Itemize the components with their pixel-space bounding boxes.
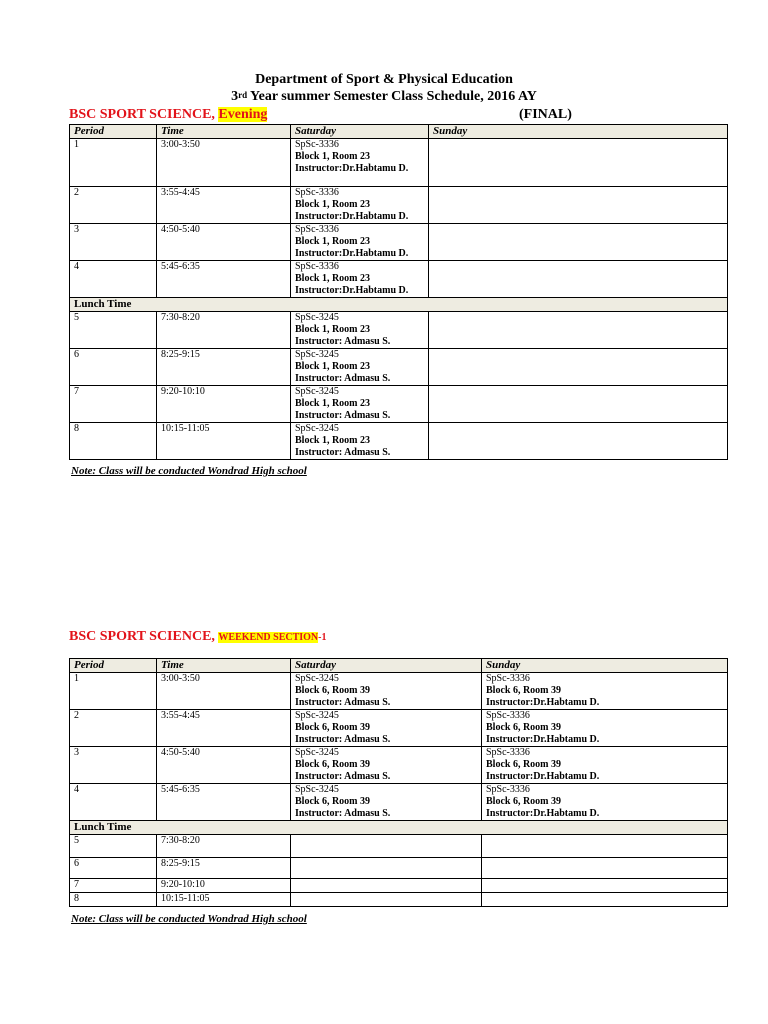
room: Block 1, Room 23 xyxy=(295,435,370,446)
course-code: SpSc-3336 xyxy=(486,673,530,684)
time-cell: 4:50-5:40 xyxy=(157,224,291,261)
sunday-cell xyxy=(429,312,728,349)
saturday-cell xyxy=(291,784,482,821)
sunday-cell xyxy=(429,423,728,460)
period-cell: 5 xyxy=(70,312,157,349)
section1-note: Note: Class will be conducted Wondrad High school xyxy=(71,465,307,477)
instructor: Instructor: Admasu S. xyxy=(295,410,391,421)
room: Block 6, Room 39 xyxy=(295,796,370,807)
section2-heading-highlight: WEEKEND SECTION xyxy=(218,632,319,643)
sunday-cell xyxy=(482,893,728,907)
course-code: SpSc-3336 xyxy=(295,224,339,235)
period-cell: 8 xyxy=(70,893,157,907)
section2-heading-suffix: -1 xyxy=(318,632,327,643)
instructor: Instructor:Dr.Habtamu D. xyxy=(486,771,600,782)
course-code: SpSc-3336 xyxy=(295,139,339,150)
table-row xyxy=(70,139,728,187)
course-code: SpSc-3245 xyxy=(295,747,339,758)
table-row xyxy=(70,879,728,893)
saturday-cell xyxy=(291,893,482,907)
instructor: Instructor: Admasu S. xyxy=(295,697,391,708)
time-cell: 8:25-9:15 xyxy=(157,858,291,879)
table-row xyxy=(70,858,728,879)
course-code: SpSc-3245 xyxy=(295,710,339,721)
time-cell: 3:00-3:50 xyxy=(157,139,291,187)
sunday-cell xyxy=(482,879,728,893)
table-row xyxy=(70,747,728,784)
instructor: Instructor: Admasu S. xyxy=(295,771,391,782)
saturday-cell xyxy=(291,139,429,187)
time-cell: 8:25-9:15 xyxy=(157,349,291,386)
time-cell: 5:45-6:35 xyxy=(157,784,291,821)
schedule-title xyxy=(0,89,768,105)
saturday-cell xyxy=(291,349,429,386)
period-cell: 3 xyxy=(70,747,157,784)
table-row xyxy=(70,312,728,349)
year-superscript: rd xyxy=(238,90,248,100)
period-cell: 1 xyxy=(70,139,157,187)
time-cell: 10:15-11:05 xyxy=(157,893,291,907)
section1-heading-highlight: Evening xyxy=(218,107,268,122)
course-code: SpSc-3336 xyxy=(486,784,530,795)
table-row xyxy=(70,835,728,858)
time-cell: 4:50-5:40 xyxy=(157,747,291,784)
lunch-row xyxy=(70,821,728,835)
saturday-cell xyxy=(291,224,429,261)
saturday-cell xyxy=(291,710,482,747)
period-cell: 2 xyxy=(70,710,157,747)
course-code: SpSc-3336 xyxy=(486,710,530,721)
saturday-cell xyxy=(291,879,482,893)
table-row xyxy=(70,349,728,386)
col-header-time: Time xyxy=(157,659,291,673)
room: Block 1, Room 23 xyxy=(295,151,370,162)
section2-heading xyxy=(69,629,327,645)
lunch-row xyxy=(70,298,728,312)
saturday-cell xyxy=(291,835,482,858)
room: Block 1, Room 23 xyxy=(295,324,370,335)
instructor: Instructor:Dr.Habtamu D. xyxy=(295,248,409,259)
instructor: Instructor:Dr.Habtamu D. xyxy=(295,163,409,174)
time-cell: 5:45-6:35 xyxy=(157,261,291,298)
col-header-saturday: Saturday xyxy=(291,659,482,673)
sunday-cell xyxy=(482,710,728,747)
period-cell: 3 xyxy=(70,224,157,261)
saturday-cell xyxy=(291,187,429,224)
saturday-cell xyxy=(291,261,429,298)
col-header-period: Period xyxy=(70,659,157,673)
time-cell: 7:30-8:20 xyxy=(157,312,291,349)
instructor: Instructor:Dr.Habtamu D. xyxy=(295,211,409,222)
sunday-cell xyxy=(429,187,728,224)
section1-heading xyxy=(69,107,267,123)
section1-heading-text: BSC SPORT SCIENCE, xyxy=(69,107,215,122)
time-cell: 9:20-10:10 xyxy=(157,879,291,893)
table-header-row xyxy=(70,125,728,139)
table-row xyxy=(70,893,728,907)
course-code: SpSc-3336 xyxy=(295,261,339,272)
table-row xyxy=(70,261,728,298)
room: Block 1, Room 23 xyxy=(295,273,370,284)
sunday-cell xyxy=(482,673,728,710)
saturday-cell xyxy=(291,673,482,710)
sunday-cell xyxy=(429,349,728,386)
sunday-cell xyxy=(482,747,728,784)
instructor: Instructor:Dr.Habtamu D. xyxy=(295,285,409,296)
section2-table xyxy=(69,658,728,907)
instructor: Instructor: Admasu S. xyxy=(295,336,391,347)
course-code: SpSc-3245 xyxy=(295,784,339,795)
instructor: Instructor: Admasu S. xyxy=(295,734,391,745)
year-number: 3 xyxy=(231,89,239,104)
course-code: SpSc-3336 xyxy=(295,187,339,198)
instructor: Instructor:Dr.Habtamu D. xyxy=(486,734,600,745)
saturday-cell xyxy=(291,423,429,460)
time-cell: 9:20-10:10 xyxy=(157,386,291,423)
course-code: SpSc-3245 xyxy=(295,312,339,323)
sunday-cell xyxy=(429,139,728,187)
time-cell: 3:00-3:50 xyxy=(157,673,291,710)
sunday-cell xyxy=(429,386,728,423)
course-code: SpSc-3245 xyxy=(295,349,339,360)
col-header-sunday: Sunday xyxy=(429,125,728,139)
time-cell: 10:15-11:05 xyxy=(157,423,291,460)
sunday-cell xyxy=(482,835,728,858)
period-cell: 6 xyxy=(70,858,157,879)
room: Block 6, Room 39 xyxy=(295,685,370,696)
course-code: SpSc-3245 xyxy=(295,673,339,684)
sunday-cell xyxy=(429,261,728,298)
table-row xyxy=(70,423,728,460)
section1-table xyxy=(69,124,728,460)
period-cell: 5 xyxy=(70,835,157,858)
saturday-cell xyxy=(291,312,429,349)
instructor: Instructor: Admasu S. xyxy=(295,447,391,458)
table-row xyxy=(70,386,728,423)
saturday-cell xyxy=(291,858,482,879)
table-row xyxy=(70,187,728,224)
room: Block 1, Room 23 xyxy=(295,398,370,409)
room: Block 6, Room 39 xyxy=(486,685,561,696)
saturday-cell xyxy=(291,386,429,423)
room: Block 1, Room 23 xyxy=(295,361,370,372)
period-cell: 4 xyxy=(70,261,157,298)
course-code: SpSc-3245 xyxy=(295,423,339,434)
period-cell: 8 xyxy=(70,423,157,460)
time-cell: 3:55-4:45 xyxy=(157,187,291,224)
instructor: Instructor:Dr.Habtamu D. xyxy=(486,808,600,819)
final-label: (FINAL) xyxy=(519,107,572,122)
lunch-label: Lunch Time xyxy=(70,821,728,835)
room: Block 1, Room 23 xyxy=(295,236,370,247)
col-header-period: Period xyxy=(70,125,157,139)
table-row xyxy=(70,224,728,261)
col-header-sunday: Sunday xyxy=(482,659,728,673)
lunch-label: Lunch Time xyxy=(70,298,728,312)
table-row xyxy=(70,710,728,747)
period-cell: 1 xyxy=(70,673,157,710)
room: Block 6, Room 39 xyxy=(486,796,561,807)
period-cell: 2 xyxy=(70,187,157,224)
section2-heading-text: BSC SPORT SCIENCE, xyxy=(69,629,215,644)
period-cell: 7 xyxy=(70,386,157,423)
saturday-cell xyxy=(291,747,482,784)
period-cell: 4 xyxy=(70,784,157,821)
period-cell: 6 xyxy=(70,349,157,386)
table-header-row xyxy=(70,659,728,673)
time-cell: 7:30-8:20 xyxy=(157,835,291,858)
time-cell: 3:55-4:45 xyxy=(157,710,291,747)
instructor: Instructor:Dr.Habtamu D. xyxy=(486,697,600,708)
instructor: Instructor: Admasu S. xyxy=(295,808,391,819)
room: Block 1, Room 23 xyxy=(295,199,370,210)
schedule-title-text: Year summer Semester Class Schedule, 2016 AY xyxy=(247,89,537,104)
instructor: Instructor: Admasu S. xyxy=(295,373,391,384)
sunday-cell xyxy=(482,784,728,821)
sunday-cell xyxy=(429,224,728,261)
room: Block 6, Room 39 xyxy=(486,759,561,770)
table-row xyxy=(70,673,728,710)
course-code: SpSc-3336 xyxy=(486,747,530,758)
room: Block 6, Room 39 xyxy=(486,722,561,733)
section2-note: Note: Class will be conducted Wondrad High school xyxy=(71,913,307,925)
sunday-cell xyxy=(482,858,728,879)
course-code: SpSc-3245 xyxy=(295,386,339,397)
room: Block 6, Room 39 xyxy=(295,722,370,733)
room: Block 6, Room 39 xyxy=(295,759,370,770)
department-title: Department of Sport & Physical Education xyxy=(255,72,513,87)
table-row xyxy=(70,784,728,821)
period-cell: 7 xyxy=(70,879,157,893)
col-header-saturday: Saturday xyxy=(291,125,429,139)
col-header-time: Time xyxy=(157,125,291,139)
